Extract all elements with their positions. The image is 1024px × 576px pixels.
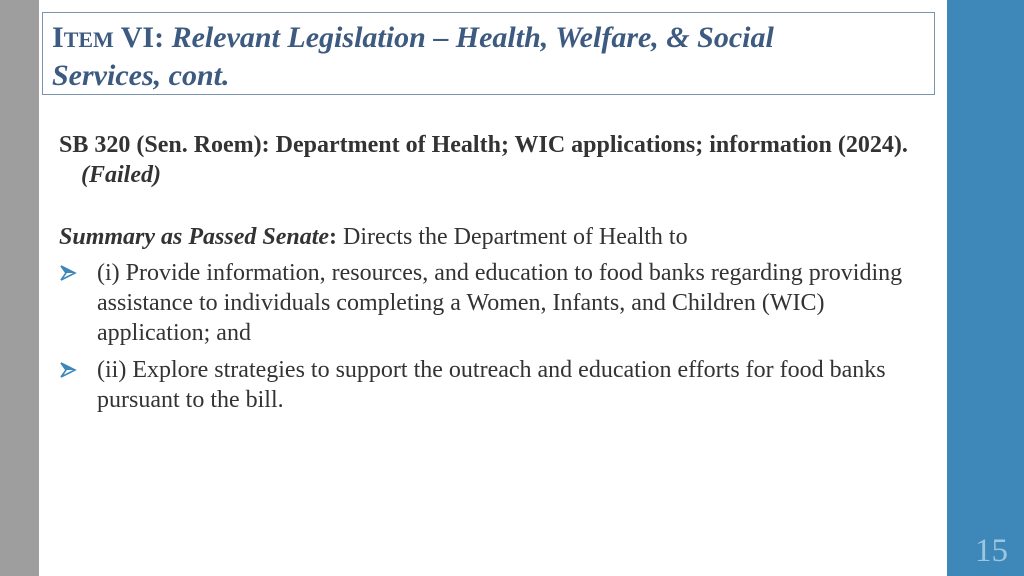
arrowhead-bullet-icon [59, 264, 77, 282]
right-side-bar [947, 0, 1024, 576]
summary-bullet-item [59, 355, 919, 415]
title-topic-line1: Health, Welfare, & Social [455, 21, 774, 54]
summary-section [59, 222, 919, 415]
title-box [42, 12, 935, 95]
summary-bullet-text: (i) Provide information, resources, and education to food banks regarding providing assistance to individuals completing a Women, Infants, and Children (WIC) application; and [97, 260, 903, 346]
summary-bullet-item [59, 258, 919, 348]
summary-colon: : [329, 224, 338, 250]
summary-lead: Summary as Passed Senate [59, 224, 330, 250]
bill-heading-text: SB 320 (Sen. Roem): Department of Health; WIC applications; information (2024). [59, 132, 908, 158]
bill-status: (Failed) [81, 162, 161, 188]
arrowhead-bullet-icon [59, 361, 77, 379]
bill-heading [59, 130, 919, 190]
slide-title [52, 20, 922, 94]
summary-bullet-list [59, 258, 919, 415]
slide-content [59, 130, 919, 422]
left-side-bar [0, 0, 39, 576]
page-number: 15 [975, 533, 1008, 569]
title-relevant: Relevant Legislation [171, 21, 426, 54]
summary-intro: Directs the Department of Health to [337, 224, 688, 250]
title-topic-line2: Services, cont. [52, 59, 230, 92]
title-item-initial: I [52, 21, 64, 54]
summary-bullet-text: (ii) Explore strategies to support the outreach and education efforts for food banks pursuant to the bill. [97, 357, 886, 413]
summary-intro-line [59, 222, 919, 252]
title-item-rest: TEM [63, 27, 114, 52]
title-dash: – [433, 21, 449, 54]
title-item-number: VI: [113, 21, 165, 54]
